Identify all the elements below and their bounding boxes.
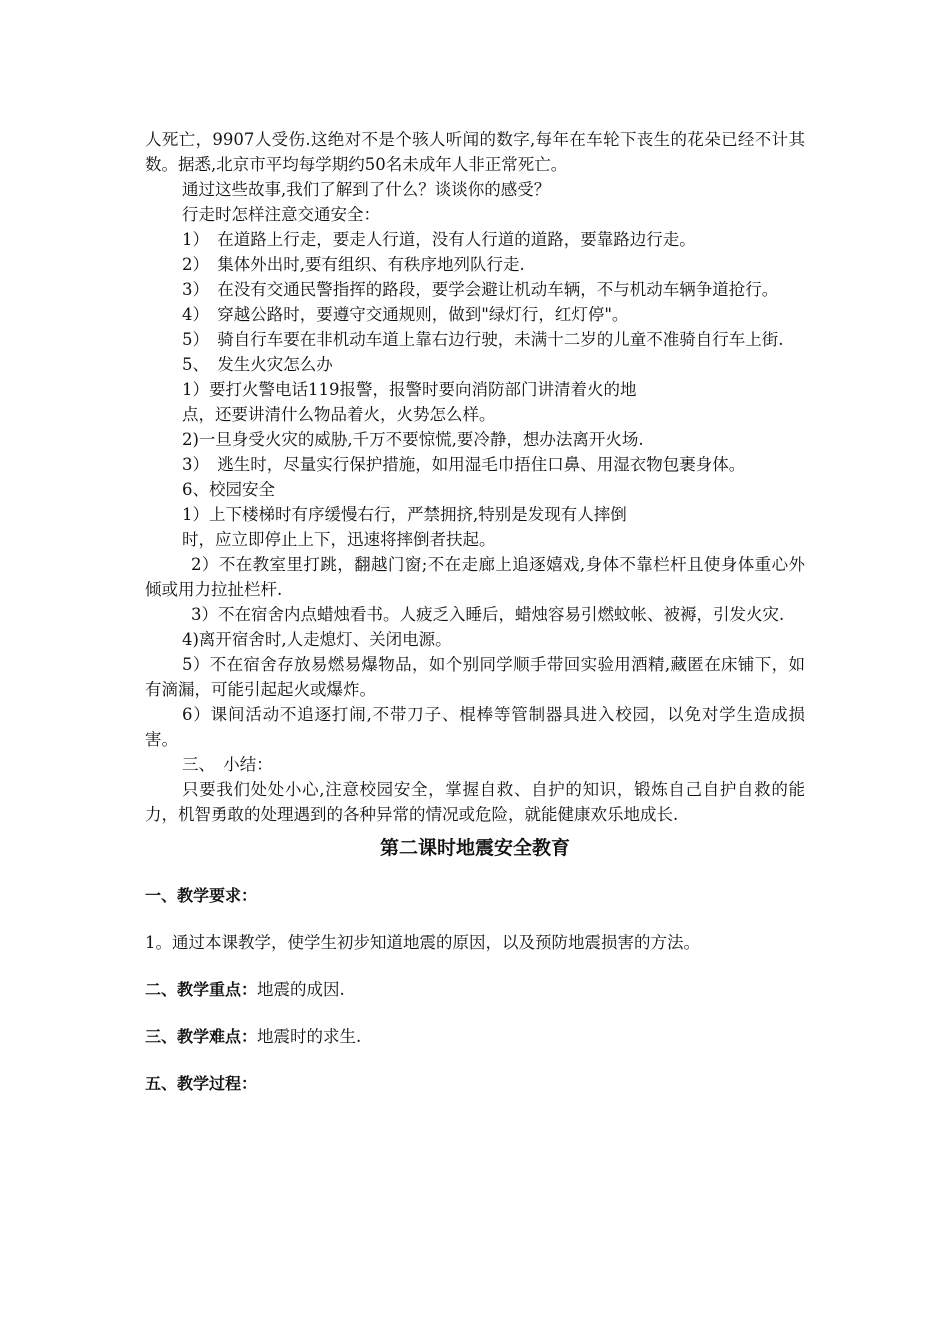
paragraph: 1） 在道路上行走，要走人行道，没有人行道的道路，要靠路边行走。 (182, 230, 696, 249)
paragraph: 5）不在宿舍存放易燃易爆物品，如个别同学顺手带回实验用酒精,藏匿在床铺下，如有滴漏，可能引起起火或爆炸。 (145, 655, 805, 699)
section-line (145, 883, 805, 908)
paragraph: 2）不在教室里打跳，翻越门窗;不在走廊上追逐嬉戏,身体不靠栏杆且使身体重心外倾或用力拉扯栏杆. (145, 555, 805, 599)
section-heading: 五、教学过程： (145, 1074, 258, 1093)
paragraph: 三、 小结： (182, 755, 273, 774)
paragraph: 1）要打火警电话119报警，报警时要向消防部门讲清着火的地 (182, 380, 637, 399)
lesson-sections (145, 883, 805, 1096)
paragraph: 4） 穿越公路时，要遵守交通规则，做到"绿灯行，红灯停"。 (182, 305, 629, 324)
body-text (145, 127, 805, 827)
section-text: 1。通过本课教学，使学生初步知道地震的原因，以及预防地震损害的方法。 (145, 933, 700, 952)
section-line (145, 930, 805, 955)
section-line (145, 977, 805, 1002)
paragraph: 1）上下楼梯时有序缓慢右行，严禁拥挤,特别是发现有人摔倒 (182, 505, 627, 524)
paragraph: 通过这些故事,我们了解到了什么？谈谈你的感受？ (182, 180, 551, 199)
paragraph: 2） 集体外出时,要有组织、有秩序地列队行走. (182, 255, 525, 274)
paragraph: 只要我们处处小心,注意校园安全，掌握自救、自护的知识，锻炼自己自护自救的能力，机智勇敢的处理遇到的各种异常的情况或危险，就能健康欢乐地成长. (145, 780, 805, 824)
paragraph: 6）课间活动不追逐打闹,不带刀子、棍棒等管制器具进入校园，以免对学生造成损害。 (145, 705, 805, 749)
section-text: 地震的成因. (257, 980, 345, 999)
section-heading: 二、教学重点： (145, 980, 258, 999)
paragraph: 时，应立即停止上下，迅速将摔倒者扶起。 (182, 530, 496, 549)
lesson-title: 第二课时地震安全教育 (379, 837, 570, 859)
paragraph: 2)一旦身受火灾的威胁,千万不要惊慌,要冷静，想办法离开火场. (182, 430, 644, 449)
section-line (145, 1024, 805, 1049)
paragraph: 6、校园安全 (182, 480, 275, 499)
section-heading: 一、教学要求： (145, 886, 258, 905)
paragraph: 点，还要讲清什么物品着火，火势怎么样。 (182, 405, 496, 424)
paragraph: 行走时怎样注意交通安全： (182, 205, 380, 224)
section-line (145, 1071, 805, 1096)
paragraph: 5） 骑自行车要在非机动车道上靠右边行驶，未满十二岁的儿童不准骑自行车上街. (182, 330, 784, 349)
paragraph: 3） 在没有交通民警指挥的路段，要学会避让机动车辆，不与机动车辆争道抢行。 (182, 280, 779, 299)
paragraph: 3） 逃生时，尽量实行保护措施，如用湿毛巾捂住口鼻、用湿衣物包裹身体。 (182, 455, 746, 474)
document-page (145, 127, 805, 1096)
paragraph: 3）不在宿舍内点蜡烛看书。人疲乏入睡后，蜡烛容易引燃蚊帐、被褥，引发火灾. (191, 605, 785, 624)
paragraph: 人死亡，9907人受伤.这绝对不是个骇人听闻的数字,每年在车轮下丧生的花朵已经不计其数。据悉,北京市平均每学期约50名未成年人非正常死亡。 (145, 130, 805, 174)
section-text: 地震时的求生. (257, 1027, 362, 1046)
paragraph: 4)离开宿舍时,人走熄灯、关闭电源。 (182, 630, 452, 649)
paragraph: 5、 发生火灾怎么办 (182, 355, 333, 374)
section-heading: 三、教学难点： (145, 1027, 258, 1046)
